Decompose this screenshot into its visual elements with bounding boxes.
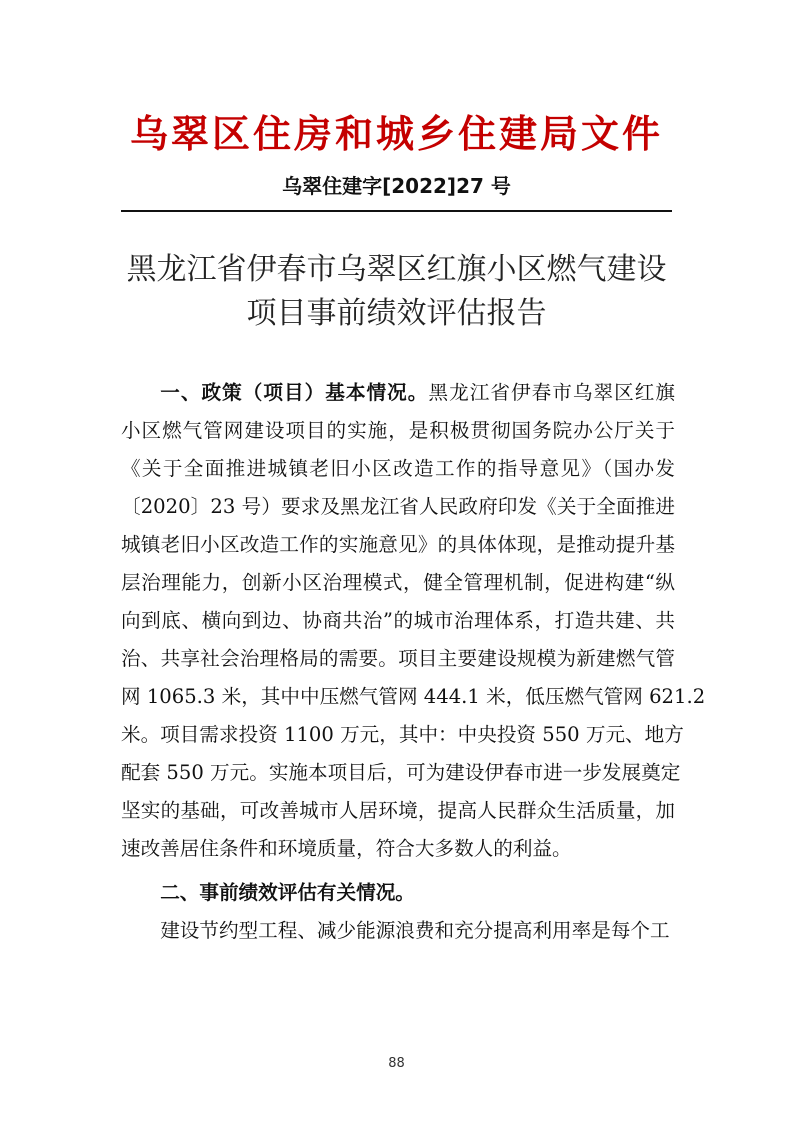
report-title-line-1: 黑龙江省伊春市乌翠区红旗小区燃气建设 bbox=[126, 252, 667, 287]
section-1-line: 小区燃气管网建设项目的实施，是积极贯彻国务院办公厅关于 bbox=[121, 419, 675, 442]
document-header-title: 乌翠区住房和城乡住建局文件 bbox=[129, 112, 663, 156]
section-1-paragraph bbox=[121, 374, 706, 868]
section-1-heading: 一、政策（项目）基本情况。 bbox=[160, 381, 429, 404]
section-2-heading: 二、事前绩效评估有关情况。 bbox=[160, 881, 415, 904]
section-1-line: 《关于全面推进城镇老旧小区改造工作的指导意见》（国办发 bbox=[121, 457, 675, 480]
section-1-line: 向到底、横向到边、协商共治”的城市治理体系，打造共建、共 bbox=[121, 609, 675, 632]
section-2-paragraph: 建设节约型工程、减少能源浪费和充分提高利用率是每个工 bbox=[160, 919, 670, 942]
document-body bbox=[121, 374, 706, 950]
report-title bbox=[0, 248, 793, 336]
section-1-line: 速改善居住条件和环境质量，符合大多数人的利益。 bbox=[121, 837, 572, 860]
page-number: 88 bbox=[388, 1056, 405, 1071]
section-1-line: 治、共享社会治理格局的需要。项目主要建设规模为新建燃气管 bbox=[121, 647, 675, 670]
document-number: 乌翠住建字[2022]27 号 bbox=[282, 174, 511, 198]
header-divider bbox=[121, 210, 672, 212]
section-1-line: 层治理能力，创新小区治理模式，健全管理机制，促进构建“纵 bbox=[121, 571, 675, 594]
report-title-line-2: 项目事前绩效评估报告 bbox=[246, 296, 547, 331]
section-1-line-1 bbox=[121, 374, 675, 412]
section-1-line: 米。项目需求投资 1100 万元，其中：中央投资 550 万元、地方 bbox=[121, 723, 684, 746]
section-1-line: 坚实的基础，可改善城市人居环境，提高人民群众生活质量，加 bbox=[121, 799, 675, 822]
section-1-line: 配套 550 万元。实施本项目后，可为建设伊春市进一步发展奠定 bbox=[121, 761, 681, 784]
section-1-line: 城镇老旧小区改造工作的实施意见》的具体体现，是推动提升基 bbox=[121, 533, 675, 556]
section-1-line: 〔2020〕23 号）要求及黑龙江省人民政府印发《关于全面推进 bbox=[121, 495, 675, 518]
section-1-text-start: 黑龙江省伊春市乌翠区红旗 bbox=[428, 381, 676, 404]
section-1-line: 网 1065.3 米，其中中压燃气管网 444.1 米，低压燃气管网 621.2 bbox=[121, 685, 706, 708]
